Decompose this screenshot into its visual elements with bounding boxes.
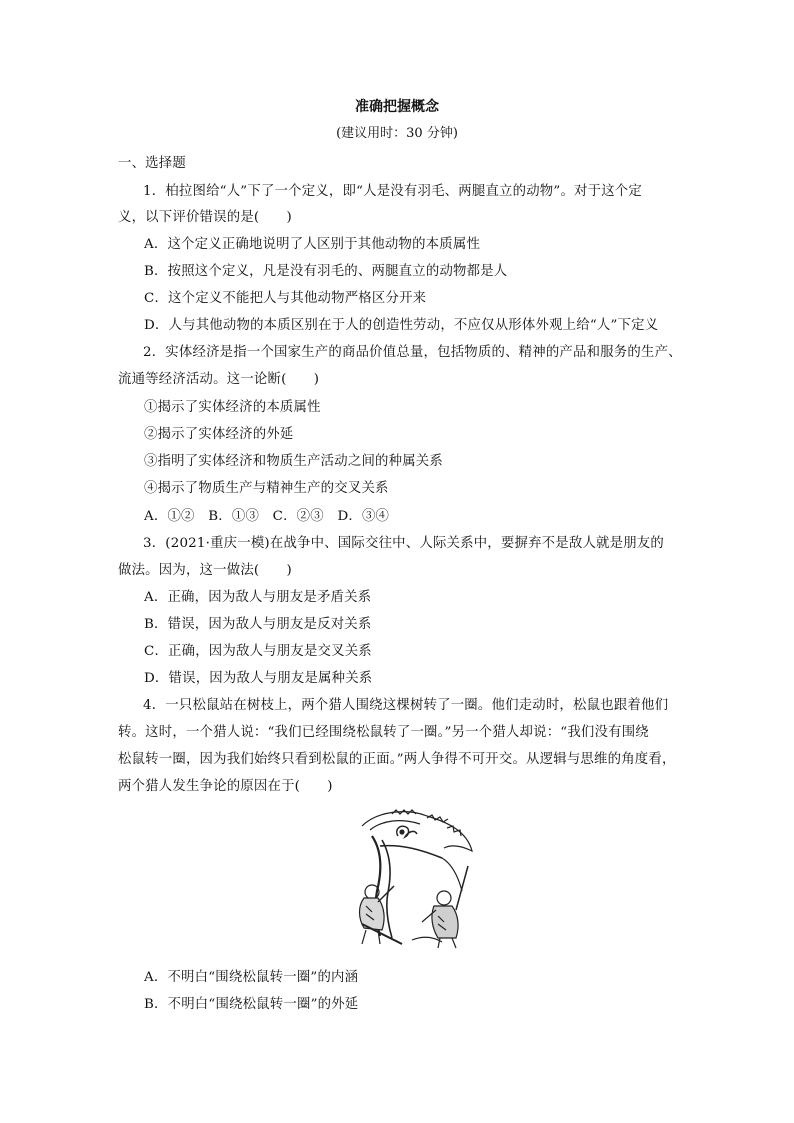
q4-stem-line4: 两个猎人发生争论的原因在于( ) xyxy=(118,779,333,794)
q4-stem-line3: 松鼠转一圈，因为我们始终只看到松鼠的正面。”两人争得不可开交。从逻辑与思维的角度看， xyxy=(118,752,676,767)
q1-option-a: A．这个定义正确地说明了人区别于其他动物的本质属性 xyxy=(144,237,481,252)
q3-option-a: A．正确，因为敌人与朋友是矛盾关系 xyxy=(144,590,372,605)
q2-statement-2: ②揭示了实体经济的外延 xyxy=(144,427,294,442)
q1-stem-line2: 义，以下评价错误的是( ) xyxy=(118,210,292,225)
q2-stem-line2: 流通等经济活动。这一论断( ) xyxy=(118,372,320,387)
q4-stem-line1: 4．一只松鼠站在树枝上，两个猎人围绕这棵树转了一圈。他们走动时，松鼠也跟着他们 xyxy=(143,698,669,713)
q3-option-d: D．错误，因为敌人与朋友是属种关系 xyxy=(144,671,373,686)
q3-option-b: B．错误，因为敌人与朋友是反对关系 xyxy=(144,617,372,632)
q2-stem-line1: 2．实体经济是指一个国家生产的商品价值总量，包括物质的、精神的产品和服务的生产、 xyxy=(143,345,682,360)
q4-option-a: A．不明白“围绕松鼠转一圈”的内涵 xyxy=(144,970,359,985)
q3-stem-line2: 做法。因为，这一做法( ) xyxy=(118,563,292,578)
q1-option-d: D．人与其他动物的本质区别在于人的创造性劳动，不应仅从形体外观上给“人”下定义 xyxy=(144,318,659,333)
q4-option-b: B．不明白“围绕松鼠转一圈”的外延 xyxy=(144,997,359,1012)
q2-statement-4: ④揭示了物质生产与精神生产的交叉关系 xyxy=(144,481,389,496)
page-title: 准确把握概念 xyxy=(355,99,439,115)
section-heading: 一、选择题 xyxy=(118,156,186,171)
q3-stem-line1: 3．(2021·重庆一模)在战争中、国际交往中、人际关系中，要摒弃不是敌人就是朋友的 xyxy=(143,536,664,551)
q1-option-c: C．这个定义不能把人与其他动物严格区分开来 xyxy=(144,291,427,306)
hunters-squirrel-illustration xyxy=(352,806,478,952)
q2-answer-choices: A．①② B．①③ C．②③ D．③④ xyxy=(144,509,390,524)
q3-option-c: C．正确，因为敌人与朋友是交叉关系 xyxy=(144,644,372,659)
time-hint: (建议用时：30 分钟) xyxy=(336,126,458,141)
q2-statement-1: ①揭示了实体经济的本质属性 xyxy=(144,400,321,415)
q4-stem-line2: 转。这时，一个猎人说：“我们已经围绕松鼠转了一圈。”另一个猎人却说：“我们没有围绕 xyxy=(118,725,649,740)
q2-statement-3: ③指明了实体经济和物质生产活动之间的种属关系 xyxy=(144,454,443,469)
q1-stem-line1: 1．柏拉图给“人”下了一个定义，即“人是没有羽毛、两腿直立的动物”。对于这个定 xyxy=(143,184,642,199)
q1-option-b: B．按照这个定义，凡是没有羽毛的、两腿直立的动物都是人 xyxy=(144,264,508,279)
